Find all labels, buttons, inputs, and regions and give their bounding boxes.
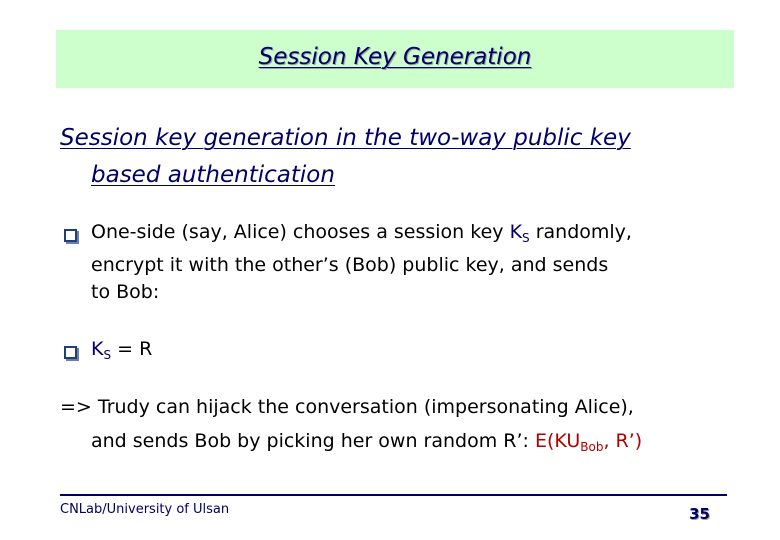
- heading-line-2: based authentication: [91, 162, 335, 188]
- encryption-expression: $E(KU_{Bob}$, R’): [534, 430, 643, 454]
- slide-title: Session Key Generation: [258, 44, 532, 70]
- bullet-1-text: [91, 219, 751, 306]
- bullet-icon: [64, 229, 77, 242]
- session-key-symbol: $K_S$: [91, 338, 112, 362]
- conclusion-line-2: and sends Bob by picking her own random R’:: [91, 430, 535, 452]
- bullet-1-line-3: to Bob:: [91, 281, 160, 303]
- bullet-2-rest: = R: [111, 338, 153, 360]
- bullet-1-line-2: encrypt it with the other’s (Bob) public key, and sends: [91, 254, 609, 276]
- bullet-1-line-1-a: One-side (say, Alice) chooses a session key: [91, 221, 510, 243]
- title-bar: [56, 30, 734, 88]
- session-key-symbol: $K_S$: [509, 221, 530, 245]
- page-number: 35: [689, 505, 710, 523]
- heading-line-1: Session key generation in the two-way public key: [60, 125, 631, 151]
- section-heading: [60, 120, 750, 194]
- footer-divider: [60, 494, 727, 496]
- conclusion-text: [60, 390, 720, 464]
- bullet-icon: [64, 346, 77, 359]
- conclusion-line-1: => Trudy can hijack the conversation (impersonating Alice),: [60, 396, 634, 418]
- footer-affiliation: CNLab/University of Ulsan: [60, 502, 230, 517]
- bullet-1-line-1-b: randomly,: [529, 221, 632, 243]
- bullet-2-text: [91, 336, 751, 369]
